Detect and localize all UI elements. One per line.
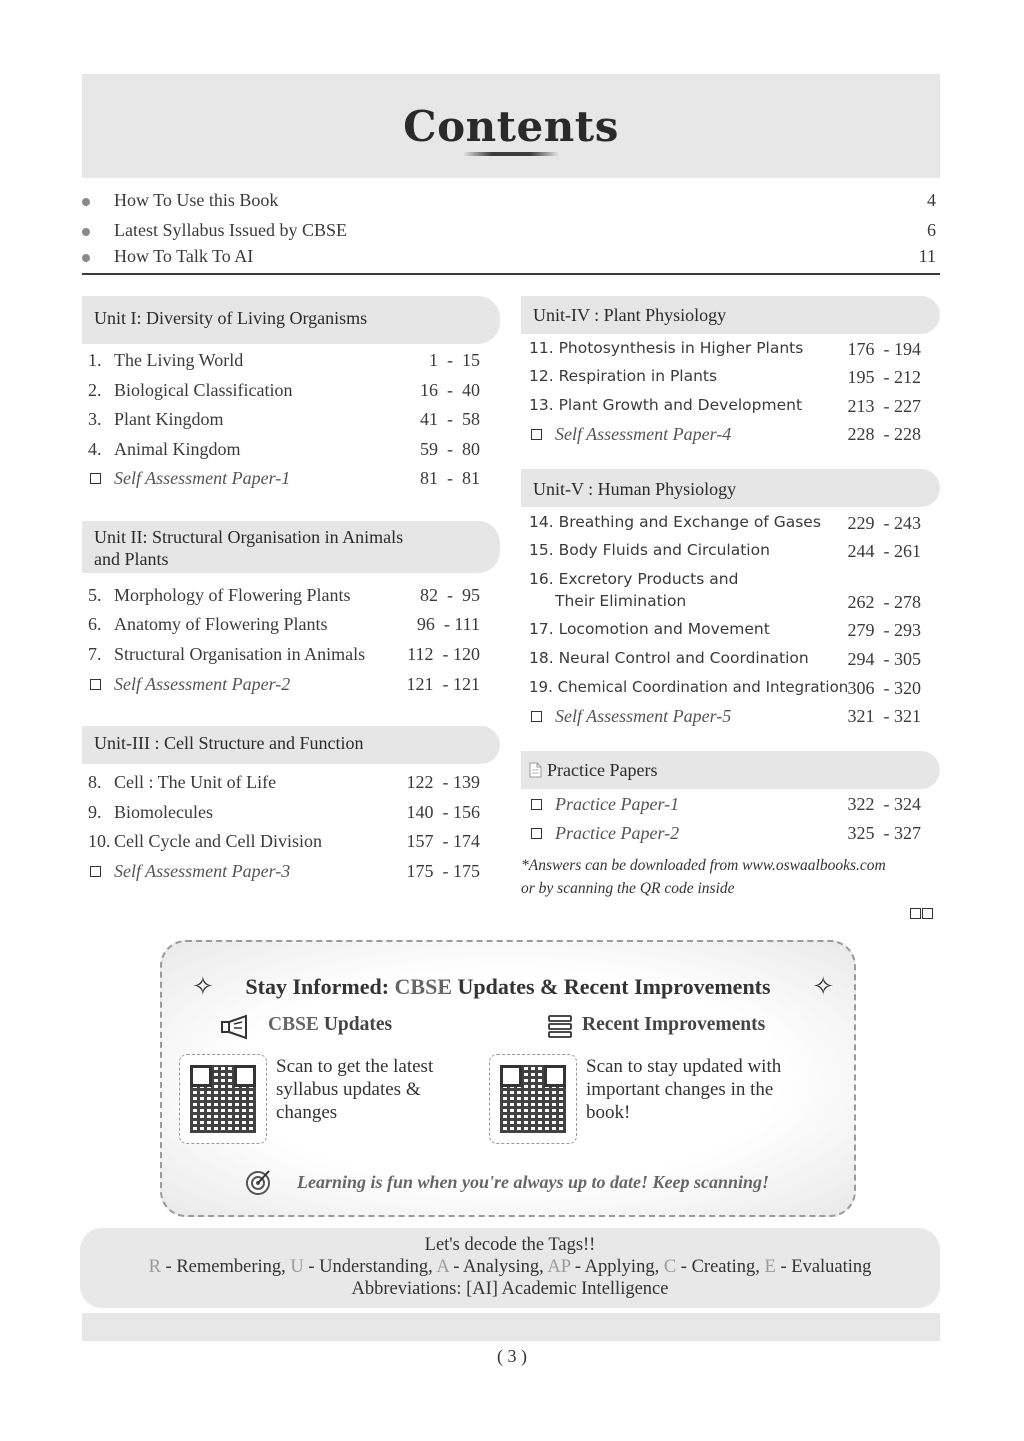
bullet-icon bbox=[82, 254, 90, 262]
chapter-pages: 229 - 243 bbox=[847, 513, 921, 533]
answers-note: or by scanning the QR code inside bbox=[521, 880, 735, 897]
chapter-pages: 279 - 293 bbox=[847, 620, 921, 640]
tags-list bbox=[80, 1257, 940, 1278]
checkbox-icon bbox=[90, 866, 101, 877]
intro-page: 11 bbox=[918, 246, 936, 266]
chapter-number: 1. bbox=[88, 350, 102, 370]
self-assessment-pages: 228 - 228 bbox=[847, 424, 921, 444]
practice-paper-pages: 325 - 327 bbox=[847, 823, 921, 843]
intro-item[interactable] bbox=[82, 220, 940, 246]
document-icon bbox=[529, 762, 542, 778]
checkbox-icon bbox=[910, 906, 936, 918]
chapter-number: 8. bbox=[88, 772, 102, 792]
cbse-updates-light: CBSE bbox=[268, 1014, 319, 1035]
tag-code: E bbox=[764, 1257, 776, 1277]
chapter-entry[interactable] bbox=[88, 380, 480, 406]
chapter-entry[interactable] bbox=[88, 772, 480, 798]
qr-code-frame[interactable] bbox=[489, 1054, 577, 1144]
bullet-icon bbox=[82, 228, 90, 236]
chapter-entry[interactable] bbox=[88, 439, 480, 465]
chapter-entry[interactable] bbox=[529, 678, 921, 704]
chapter-pages: 176 - 194 bbox=[847, 339, 921, 359]
self-assessment-name: Self Assessment Paper-1 bbox=[114, 468, 291, 488]
checkbox-icon bbox=[90, 679, 101, 690]
intro-label: How To Talk To AI bbox=[114, 246, 254, 266]
checkbox-icon bbox=[531, 799, 542, 810]
panel-tagline: Learning is fun when you're always up to date! Keep scanning! bbox=[296, 1172, 770, 1192]
chapter-entry[interactable] bbox=[88, 409, 480, 435]
chapter-name: Cell Cycle and Cell Division bbox=[114, 831, 322, 851]
practice-paper-name: Practice Paper-1 bbox=[555, 794, 680, 814]
chapter-pages: 244 - 261 bbox=[847, 541, 921, 561]
practice-paper-entry[interactable] bbox=[529, 794, 921, 820]
chapter-name: Morphology of Flowering Plants bbox=[114, 585, 351, 605]
chapter-pages: 112 - 120 bbox=[407, 644, 480, 664]
tag-label: - Creating, bbox=[676, 1257, 765, 1277]
self-assessment-pages: 321 - 321 bbox=[847, 706, 921, 726]
abbreviation-text: Academic Intelligence bbox=[497, 1279, 669, 1299]
chapter-entry[interactable] bbox=[529, 367, 921, 393]
sparkle-icon: ✧ bbox=[192, 972, 214, 1001]
improvements-description bbox=[586, 1055, 781, 1124]
chapter-name: 16. Excretory Products and bbox=[529, 570, 739, 588]
updates-description bbox=[276, 1055, 433, 1124]
self-assessment-entry[interactable] bbox=[529, 706, 921, 732]
chapter-name: 12. Respiration in Plants bbox=[529, 367, 718, 385]
chapter-pages: 262 - 278 bbox=[847, 592, 921, 612]
description-line: syllabus updates & bbox=[276, 1079, 421, 1100]
chapter-number: 6. bbox=[88, 614, 102, 634]
panel-title-light: CBSE bbox=[394, 974, 453, 999]
page-number: ( 3 ) bbox=[497, 1346, 527, 1366]
chapter-entry[interactable] bbox=[88, 614, 480, 640]
unit-heading bbox=[521, 751, 940, 789]
chapter-name: Biological Classification bbox=[114, 380, 293, 400]
practice-paper-pages: 322 - 324 bbox=[847, 794, 921, 814]
chapter-entry[interactable] bbox=[529, 541, 921, 567]
chapter-pages: 96 - 111 bbox=[416, 614, 480, 634]
chapter-name: Structural Organisation in Animals bbox=[114, 644, 366, 664]
chapter-name: 11. Photosynthesis in Higher Plants bbox=[529, 339, 804, 357]
chapter-entry[interactable] bbox=[88, 350, 480, 376]
description-line: Scan to stay updated with bbox=[586, 1056, 782, 1077]
abbreviations-line bbox=[80, 1279, 940, 1300]
description-line: changes bbox=[276, 1102, 338, 1123]
tag-label: - Remembering, bbox=[160, 1257, 291, 1277]
self-assessment-pages: 121 - 121 bbox=[406, 674, 480, 694]
abbreviations-label: Abbreviations: bbox=[351, 1279, 467, 1299]
chapter-number: 3. bbox=[88, 409, 102, 429]
chapter-entry[interactable] bbox=[88, 802, 480, 828]
bullet-icon bbox=[82, 198, 90, 206]
checkbox-icon bbox=[531, 429, 542, 440]
chapter-name: 15. Body Fluids and Circulation bbox=[529, 541, 770, 559]
qr-code-frame[interactable] bbox=[179, 1054, 267, 1144]
chapter-pages: 16 - 40 bbox=[420, 380, 480, 400]
intro-page: 4 bbox=[927, 190, 936, 210]
chapter-name: 14. Breathing and Exchange of Gases bbox=[529, 513, 821, 531]
intro-label: How To Use this Book bbox=[114, 190, 279, 210]
chapter-pages: 195 - 212 bbox=[847, 367, 921, 387]
chapter-entry[interactable] bbox=[529, 649, 921, 675]
intro-item[interactable] bbox=[82, 190, 940, 216]
unit-heading bbox=[82, 521, 500, 573]
intro-item[interactable] bbox=[82, 246, 940, 272]
checkbox-icon bbox=[90, 473, 101, 484]
panel-title-bold: Stay Informed: bbox=[245, 974, 390, 999]
tag-label: - Applying, bbox=[570, 1257, 664, 1277]
chapter-pages: 122 - 139 bbox=[406, 772, 480, 792]
tag-code: AP bbox=[547, 1257, 571, 1277]
self-assessment-entry[interactable] bbox=[529, 424, 921, 450]
intro-page: 6 bbox=[927, 220, 936, 240]
self-assessment-entry[interactable] bbox=[88, 861, 480, 887]
answers-note: *Answers can be downloaded from www.oswaalbooks.com bbox=[521, 857, 886, 874]
footer-band bbox=[82, 1313, 940, 1341]
chapter-number: 9. bbox=[88, 802, 102, 822]
chapter-number: 4. bbox=[88, 439, 102, 459]
chapter-name: Biomolecules bbox=[114, 802, 213, 822]
qr-code-icon bbox=[190, 1065, 256, 1133]
cbse-updates-panel bbox=[160, 940, 856, 1217]
chapter-entry[interactable] bbox=[88, 831, 480, 857]
self-assessment-name: Self Assessment Paper-3 bbox=[114, 861, 291, 881]
chapter-pages: 1 - 15 bbox=[429, 350, 480, 370]
chapter-name: 13. Plant Growth and Development bbox=[529, 396, 803, 414]
chapter-entry[interactable] bbox=[529, 513, 921, 539]
chapter-entry[interactable] bbox=[529, 620, 921, 646]
cbse-updates-heading bbox=[268, 1014, 392, 1036]
chapter-name: 17. Locomotion and Movement bbox=[529, 620, 770, 638]
description-line: book! bbox=[586, 1102, 631, 1123]
panel-title bbox=[162, 974, 854, 1000]
chapter-entry[interactable] bbox=[88, 585, 480, 611]
unit-heading: Unit-IV : Plant Physiology bbox=[521, 296, 940, 334]
chapter-number: 2. bbox=[88, 380, 102, 400]
self-assessment-pages: 175 - 175 bbox=[406, 861, 480, 881]
megaphone-icon bbox=[220, 1014, 254, 1040]
chapter-name: Animal Kingdom bbox=[114, 439, 241, 459]
list-icon bbox=[546, 1014, 574, 1040]
qr-code-icon bbox=[500, 1065, 566, 1133]
page-title: Contents bbox=[403, 102, 619, 151]
chapter-pages: 140 - 156 bbox=[406, 802, 480, 822]
self-assessment-name: Self Assessment Paper-4 bbox=[555, 424, 732, 444]
unit-heading-label: Practice Papers bbox=[547, 760, 658, 780]
chapter-name: 19. Chemical Coordination and Integration bbox=[529, 678, 849, 696]
tag-code: A bbox=[436, 1257, 449, 1277]
chapter-name: 18. Neural Control and Coordination bbox=[529, 649, 809, 667]
divider bbox=[82, 273, 940, 275]
tags-heading: Let's decode the Tags!! bbox=[424, 1235, 596, 1255]
chapter-name: Plant Kingdom bbox=[114, 409, 224, 429]
header-band bbox=[82, 74, 940, 178]
tag-code: U bbox=[290, 1257, 304, 1277]
tag-label: - Evaluating bbox=[775, 1257, 872, 1277]
sparkle-icon: ✧ bbox=[812, 972, 834, 1001]
chapter-pages: 213 - 227 bbox=[847, 396, 921, 416]
chapter-number: 7. bbox=[88, 644, 102, 664]
recent-improvements-heading: Recent Improvements bbox=[582, 1014, 766, 1035]
self-assessment-name: Self Assessment Paper-2 bbox=[114, 674, 291, 694]
chapter-entry[interactable] bbox=[529, 396, 921, 422]
chapter-name: The Living World bbox=[114, 350, 244, 370]
chapter-entry[interactable] bbox=[529, 339, 921, 365]
chapter-pages: 306 - 320 bbox=[847, 678, 921, 698]
tag-label: - Analysing, bbox=[448, 1257, 548, 1277]
description-line: important changes in the bbox=[586, 1079, 774, 1100]
intro-label: Latest Syllabus Issued by CBSE bbox=[114, 220, 347, 240]
tag-code: R bbox=[148, 1257, 161, 1277]
chapter-name: Cell : The Unit of Life bbox=[114, 772, 277, 792]
chapter-name: Anatomy of Flowering Plants bbox=[114, 614, 328, 634]
chapter-number: 5. bbox=[88, 585, 102, 605]
checkbox-icon bbox=[531, 711, 542, 722]
chapter-entry[interactable] bbox=[529, 570, 921, 620]
panel-title-rest: Updates & Recent Improvements bbox=[457, 974, 771, 999]
description-line: Scan to get the latest bbox=[276, 1056, 434, 1077]
chapter-name-continued: Their Elimination bbox=[555, 592, 687, 610]
chapter-pages: 294 - 305 bbox=[847, 649, 921, 669]
tag-label: - Understanding, bbox=[303, 1257, 437, 1277]
unit-heading-line: Unit II: Structural Organisation in Animals bbox=[94, 527, 404, 547]
self-assessment-entry[interactable] bbox=[88, 674, 480, 700]
practice-paper-entry[interactable] bbox=[529, 823, 921, 849]
tags-legend bbox=[80, 1228, 940, 1308]
chapter-pages: 59 - 80 bbox=[420, 439, 480, 459]
unit-heading: Unit-V : Human Physiology bbox=[521, 469, 940, 507]
chapter-entry[interactable] bbox=[88, 644, 480, 670]
unit-heading: Unit I: Diversity of Living Organisms bbox=[82, 296, 500, 344]
self-assessment-entry[interactable] bbox=[88, 468, 480, 494]
abbreviation-code: [AI] bbox=[466, 1279, 498, 1299]
checkbox-icon bbox=[531, 828, 542, 839]
chapter-number: 10. bbox=[88, 831, 111, 851]
practice-paper-name: Practice Paper-2 bbox=[555, 823, 680, 843]
chapter-pages: 82 - 95 bbox=[420, 585, 480, 605]
title-underline bbox=[463, 152, 559, 156]
chapter-pages: 41 - 58 bbox=[420, 409, 480, 429]
unit-heading-line: and Plants bbox=[94, 549, 169, 569]
tag-code: C bbox=[663, 1257, 677, 1277]
cbse-updates-bold: Updates bbox=[323, 1014, 393, 1035]
self-assessment-pages: 81 - 81 bbox=[420, 468, 480, 488]
chapter-pages: 157 - 174 bbox=[406, 831, 480, 851]
unit-heading: Unit-III : Cell Structure and Function bbox=[82, 726, 500, 764]
self-assessment-name: Self Assessment Paper-5 bbox=[555, 706, 732, 726]
